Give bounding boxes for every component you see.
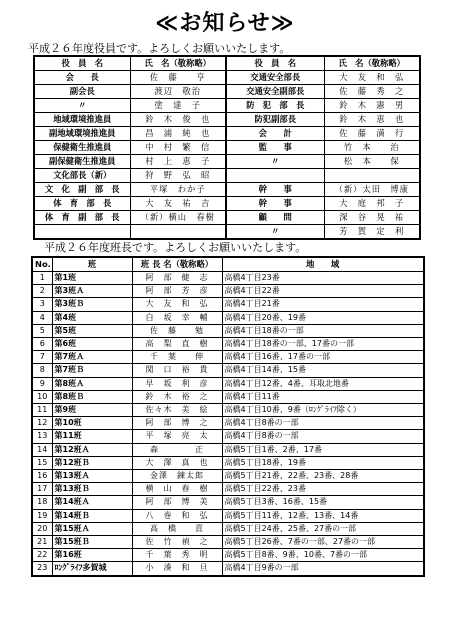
officer-name: 鈴 木 恵 也 [324, 113, 420, 127]
leaders-row [32, 377, 424, 390]
leaders-row [32, 285, 424, 298]
officer-name: 狩 野 弘 昭 [130, 169, 226, 183]
officer-name: 大 庭 邦 子 [324, 197, 420, 211]
leader-name: 白 坂 幸 輔 [132, 311, 222, 324]
leader-area: 高橋5丁目18番、19番 [222, 456, 424, 469]
officers-header-name: 氏 名（敬称略） [130, 56, 226, 71]
officers-row [34, 197, 420, 211]
leader-group: 第6班 [52, 338, 132, 351]
leader-no: 10 [32, 390, 52, 403]
leader-no: 9 [32, 377, 52, 390]
officer-role: 交通安全部長 [226, 71, 324, 85]
officer-name: 平塚 わか子 [130, 183, 226, 197]
leader-group: 第15班Ａ [52, 522, 132, 535]
leader-no: 13 [32, 430, 52, 443]
officers-row [34, 113, 420, 127]
officer-name: （新）横山 春樹 [130, 211, 226, 225]
leader-area: 高橋4丁目22番 [222, 285, 424, 298]
leader-name: 小 湊 和 旦 [132, 562, 222, 576]
leader-no: 16 [32, 470, 52, 483]
leader-no: 23 [32, 562, 52, 576]
leader-group: 第15班Ｂ [52, 536, 132, 549]
leader-no: 2 [32, 285, 52, 298]
leader-group: 第4班 [52, 311, 132, 324]
officers-header-role: 役 員 名 [34, 56, 130, 71]
leader-group: 第13班Ｂ [52, 483, 132, 496]
leader-group: 第14班Ｂ [52, 509, 132, 522]
officer-role [34, 225, 130, 240]
officer-role: 幹 事 [226, 183, 324, 197]
leader-no: 12 [32, 417, 52, 430]
officers-row [34, 211, 420, 225]
officer-name: 中 村 繁 信 [130, 141, 226, 155]
officers-row [34, 127, 420, 141]
leader-no: 14 [32, 443, 52, 456]
leader-area: 高橋5丁目11番、12番、13番、14番 [222, 509, 424, 522]
officer-name: 鈴 木 俊 也 [130, 113, 226, 127]
leaders-row [32, 338, 424, 351]
officer-role: 保健衛生推進員 [34, 141, 130, 155]
leader-name: 千 葉 伸 [132, 351, 222, 364]
leaders-row [32, 443, 424, 456]
leader-area: 高橋4丁目11番 [222, 390, 424, 403]
leader-area: 高橋5丁目1番、2番、17番 [222, 443, 424, 456]
leader-group: 第10班 [52, 417, 132, 430]
leaders-row [32, 324, 424, 337]
leader-no: 5 [32, 324, 52, 337]
officer-name: 大 友 祐 吉 [130, 197, 226, 211]
leader-no: 21 [32, 536, 52, 549]
leader-area: 高橋4丁目18番の一部 [222, 324, 424, 337]
leaders-row [32, 483, 424, 496]
leader-no: 22 [32, 549, 52, 562]
officer-role: 副地域環境推進員 [34, 127, 130, 141]
leader-no: 3 [32, 298, 52, 311]
leader-group: 第12班Ａ [52, 443, 132, 456]
officer-name: 昌 浦 純 也 [130, 127, 226, 141]
leader-no: 4 [32, 311, 52, 324]
leader-area: 高橋5丁目24番、25番、27番の一部 [222, 522, 424, 535]
officer-name: 塗 達 子 [130, 99, 226, 113]
officer-role: 副会長 [34, 85, 130, 99]
leader-name: 高 橋 貢 [132, 522, 222, 535]
officer-name [324, 169, 420, 183]
leaders-row [32, 509, 424, 522]
leader-name: 平 塚 亮 太 [132, 430, 222, 443]
officer-role: 交通安全副部長 [226, 85, 324, 99]
leader-name: 八 巻 和 弘 [132, 509, 222, 522]
leaders-row [32, 496, 424, 509]
officers-intro: 平成２６年度役員です。よろしくお願いいたします。 [28, 42, 291, 55]
officers-header-role: 役 員 名 [226, 56, 324, 71]
leader-area: 高橋4丁目16番、17番の一部 [222, 351, 424, 364]
officers-row [34, 155, 420, 169]
leader-name: 関 口 裕 貴 [132, 364, 222, 377]
leader-area: 高橋4丁目9番の一部 [222, 562, 424, 576]
leaders-row [32, 430, 424, 443]
officers-header-name: 氏 名（敬称略） [324, 56, 420, 71]
officer-role: 副保健衛生推進員 [34, 155, 130, 169]
leaders-row [32, 417, 424, 430]
leader-name: 阿 部 芳 彦 [132, 285, 222, 298]
leaders-row [32, 522, 424, 535]
officers-row [34, 85, 420, 99]
leader-area: 高橋4丁目18番の一部、17番の一部 [222, 338, 424, 351]
leader-no: 15 [32, 456, 52, 469]
leader-name: 大 友 和 弘 [132, 298, 222, 311]
leader-area: 高橋4丁目21番 [222, 298, 424, 311]
leader-area: 高橋4丁目20番、19番 [222, 311, 424, 324]
leader-name: 横 山 春 樹 [132, 483, 222, 496]
leader-group: 第5班 [52, 324, 132, 337]
officer-role: 監 事 [226, 141, 324, 155]
leader-no: 1 [32, 272, 52, 285]
officers-row [34, 71, 420, 85]
leader-group: ﾛﾝｸﾞﾗｲﾌ多賀城 [52, 562, 132, 576]
leader-name: 佐 竹 禎 之 [132, 536, 222, 549]
leader-name: 金澤 錬太郎 [132, 470, 222, 483]
officer-role: 〃 [226, 225, 324, 240]
officer-role: 地域環境推進員 [34, 113, 130, 127]
leaders-row [32, 298, 424, 311]
officer-name [130, 225, 226, 240]
leader-group: 第9班 [52, 404, 132, 417]
leader-group: 第16班 [52, 549, 132, 562]
leader-group: 第8班Ａ [52, 377, 132, 390]
leaders-row [32, 456, 424, 469]
leaders-row [32, 404, 424, 417]
leaders-row [32, 470, 424, 483]
officer-role: 〃 [34, 99, 130, 113]
leader-no: 18 [32, 496, 52, 509]
leader-group: 第7班Ｂ [52, 364, 132, 377]
leader-name: 千 葉 秀 明 [132, 549, 222, 562]
leader-no: 8 [32, 364, 52, 377]
leaders-row [32, 311, 424, 324]
leader-area: 高橋5丁目8番、9番、10番、7番の一部 [222, 549, 424, 562]
officer-name: 佐 藤 秀 之 [324, 85, 420, 99]
leader-area: 高橋5丁目3番、16番、15番 [222, 496, 424, 509]
officer-role: 防 犯 部 長 [226, 99, 324, 113]
leader-area: 高橋5丁目22番、23番 [222, 483, 424, 496]
leaders-row [32, 549, 424, 562]
officer-name: 松 本 保 [324, 155, 420, 169]
leaders-header-no: No. [32, 257, 52, 272]
leaders-row [32, 390, 424, 403]
officer-name: 鈴 木 憲 男 [324, 99, 420, 113]
leader-group: 第14班Ａ [52, 496, 132, 509]
officer-name: 佐 藤 満 行 [324, 127, 420, 141]
leader-no: 6 [32, 338, 52, 351]
leader-group: 第13班Ａ [52, 470, 132, 483]
leader-area: 高橋4丁目12番、4番、耳取北地番 [222, 377, 424, 390]
officer-role: 顧 問 [226, 211, 324, 225]
leader-name: 阿 部 博 之 [132, 417, 222, 430]
officers-header-row [34, 56, 420, 71]
leader-name: 阿 部 健 志 [132, 272, 222, 285]
leader-name: 大 澤 真 也 [132, 456, 222, 469]
leader-no: 17 [32, 483, 52, 496]
officer-role: 体 育 部 長 [34, 197, 130, 211]
officers-row [34, 169, 420, 183]
leader-no: 20 [32, 522, 52, 535]
officer-role [226, 169, 324, 183]
leader-no: 11 [32, 404, 52, 417]
officer-role: 体 育 副 部 長 [34, 211, 130, 225]
leader-group: 第3班Ａ [52, 285, 132, 298]
officer-role: 文 化 副 部 長 [34, 183, 130, 197]
leaders-row [32, 272, 424, 285]
officer-role: 会 長 [34, 71, 130, 85]
officer-name: 村 上 恵 子 [130, 155, 226, 169]
leader-group: 第1班 [52, 272, 132, 285]
leaders-header-row [32, 257, 424, 272]
officer-role: 〃 [226, 155, 324, 169]
leader-area: 高橋4丁目14番、15番 [222, 364, 424, 377]
leader-no: 7 [32, 351, 52, 364]
leader-group: 第3班Ｂ [52, 298, 132, 311]
officer-role: 防犯副部長 [226, 113, 324, 127]
leader-name: 鈴 木 裕 之 [132, 390, 222, 403]
officer-role: 幹 事 [226, 197, 324, 211]
leader-area: 高橋4丁目23番 [222, 272, 424, 285]
leader-area: 高橋4丁目8番の一部 [222, 417, 424, 430]
leader-name: 佐 藤 勉 [132, 324, 222, 337]
leaders-row [32, 536, 424, 549]
leader-group: 第7班Ａ [52, 351, 132, 364]
leader-name: 森 正 [132, 443, 222, 456]
leader-no: 19 [32, 509, 52, 522]
leaders-intro: 平成２６年度班長です。よろしくお願いいたします。 [44, 241, 307, 254]
leader-area: 高橋5丁目26番、7番の一部、27番の一部 [222, 536, 424, 549]
leaders-header-name: 班 長 名（敬称略） [132, 257, 222, 272]
leaders-row [32, 364, 424, 377]
officers-row [34, 183, 420, 197]
officer-role: 文化部長（新） [34, 169, 130, 183]
officer-name: 渡辺 敬治 [130, 85, 226, 99]
officer-name: 大 友 和 弘 [324, 71, 420, 85]
leaders-row [32, 562, 424, 576]
leaders-row [32, 351, 424, 364]
leaders-table [31, 256, 425, 577]
leader-area: 高橋4丁目8番の一部 [222, 430, 424, 443]
leader-group: 第11班 [52, 430, 132, 443]
leader-name: 阿 部 博 美 [132, 496, 222, 509]
leader-name: 早 坂 利 彦 [132, 377, 222, 390]
officer-name: （新）太田 博康 [324, 183, 420, 197]
leaders-header-area: 地 域 [222, 257, 424, 272]
officers-row [34, 141, 420, 155]
leader-area: 高橋4丁目10番、9番（ﾛﾝｸﾞﾗｲﾌ除く） [222, 404, 424, 417]
leader-group: 第8班Ｂ [52, 390, 132, 403]
leader-name: 佐々木 美 絵 [132, 404, 222, 417]
officer-name: 深 谷 晃 祐 [324, 211, 420, 225]
officers-row [34, 99, 420, 113]
leader-name: 高 梨 直 樹 [132, 338, 222, 351]
leader-group: 第12班Ｂ [52, 456, 132, 469]
officer-name: 佐 藤 亨 [130, 71, 226, 85]
leader-area: 高橋5丁目21番、22番、23番、28番 [222, 470, 424, 483]
officers-row [34, 225, 420, 240]
officer-name: 芳 賀 定 利 [324, 225, 420, 240]
officer-role: 会 計 [226, 127, 324, 141]
officers-table [33, 55, 421, 240]
page-title: ≪お知らせ≫ [155, 11, 295, 36]
leaders-header-group: 班 [52, 257, 132, 272]
officer-name: 竹 本 治 [324, 141, 420, 155]
